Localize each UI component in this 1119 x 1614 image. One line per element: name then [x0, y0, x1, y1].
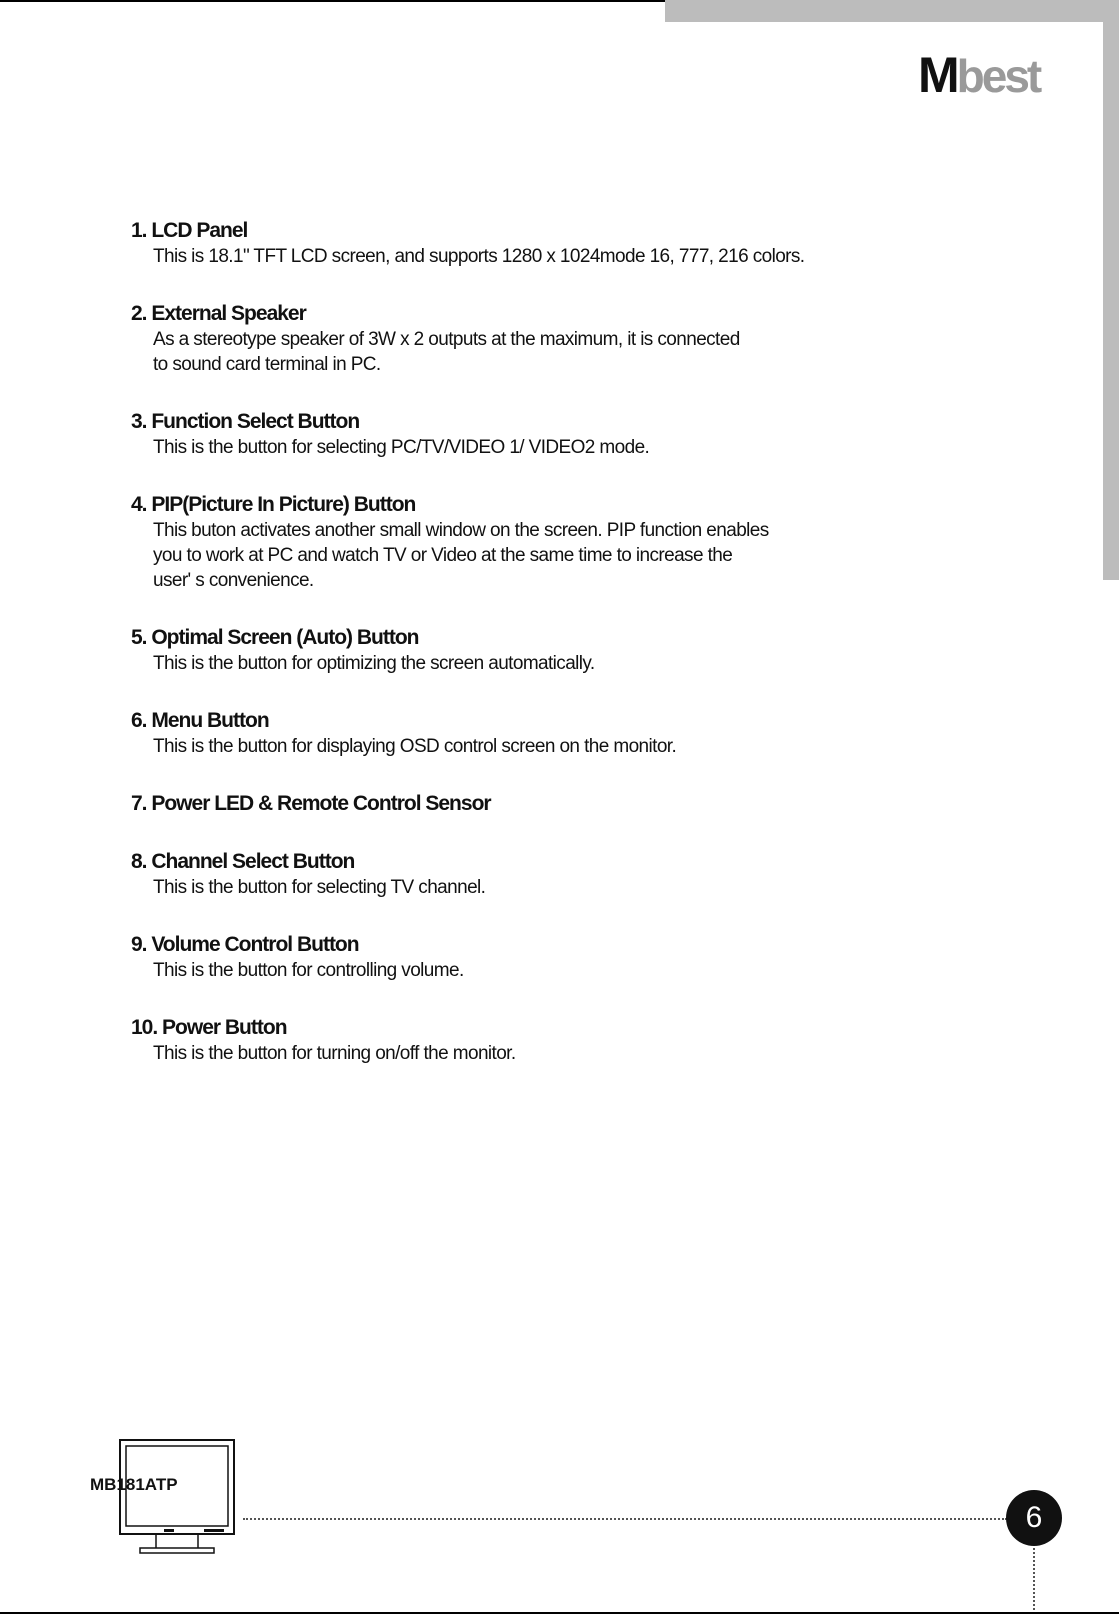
list-item: [131, 492, 951, 593]
description-line: you to work at PC and watch TV or Video at the same time to increase the: [153, 545, 733, 566]
description-line: This buton activates another small window on the screen. PIP function enables: [153, 520, 769, 541]
item-title: 3. Function Select Button: [131, 410, 360, 433]
item-description: [131, 958, 951, 983]
list-item: [131, 409, 951, 460]
monitor-icon: [118, 1438, 240, 1558]
item-title: 10. Power Button: [131, 1016, 287, 1039]
item-description: [131, 1041, 951, 1066]
logo-m: M: [918, 47, 957, 103]
item-description: [131, 244, 951, 269]
list-item: [131, 849, 951, 900]
item-description: [131, 734, 951, 759]
side-gray-band: [1103, 0, 1119, 580]
description-line: This is the button for displaying OSD control screen on the monitor.: [153, 736, 677, 757]
list-item: [131, 791, 951, 817]
item-title: 9. Volume Control Button: [131, 933, 359, 956]
item-title: 8. Channel Select Button: [131, 850, 355, 873]
item-title: 5. Optimal Screen (Auto) Button: [131, 626, 419, 649]
item-title: 4. PIP(Picture In Picture) Button: [131, 493, 416, 516]
model-label: MB181ATP: [90, 1475, 178, 1494]
feature-list: [131, 218, 951, 1066]
list-item: [131, 218, 951, 269]
description-line: This is the button for optimizing the screen automatically.: [153, 653, 595, 674]
description-line: This is the button for selecting TV channel.: [153, 877, 486, 898]
description-line: This is 18.1" TFT LCD screen, and supports 1280 x 1024mode 16, 777, 216 colors.: [153, 246, 805, 267]
top-rule: [0, 0, 665, 2]
footer-dotted-line: [243, 1518, 1007, 1520]
list-item: [131, 625, 951, 676]
item-title: 7. Power LED & Remote Control Sensor: [131, 792, 491, 815]
logo-rest: best: [956, 50, 1040, 102]
item-title: 1. LCD Panel: [131, 219, 248, 242]
page-number: 6: [1006, 1490, 1062, 1546]
list-item: [131, 1015, 951, 1066]
item-description: [131, 518, 951, 593]
item-title: 2. External Speaker: [131, 302, 306, 325]
list-item: [131, 301, 951, 377]
list-item: [131, 932, 951, 983]
footer-dotted-vertical: [1033, 1548, 1035, 1614]
item-description: [131, 875, 951, 900]
item-description: [131, 327, 951, 377]
item-title: 6. Menu Button: [131, 709, 269, 732]
header-gray-band: [665, 0, 1119, 22]
description-line: to sound card terminal in PC.: [153, 354, 381, 375]
description-line: This is the button for selecting PC/TV/VIDEO 1/ VIDEO2 mode.: [153, 437, 650, 458]
item-description: [131, 651, 951, 676]
list-item: [131, 708, 951, 759]
description-line: This is the button for controlling volume.: [153, 960, 464, 981]
brand-logo: [918, 47, 1040, 103]
description-line: As a stereotype speaker of 3W x 2 outputs at the maximum, it is connected: [153, 329, 740, 350]
description-line: This is the button for turning on/off the monitor.: [153, 1043, 516, 1064]
description-line: user' s convenience.: [153, 570, 314, 591]
item-description: [131, 435, 951, 460]
